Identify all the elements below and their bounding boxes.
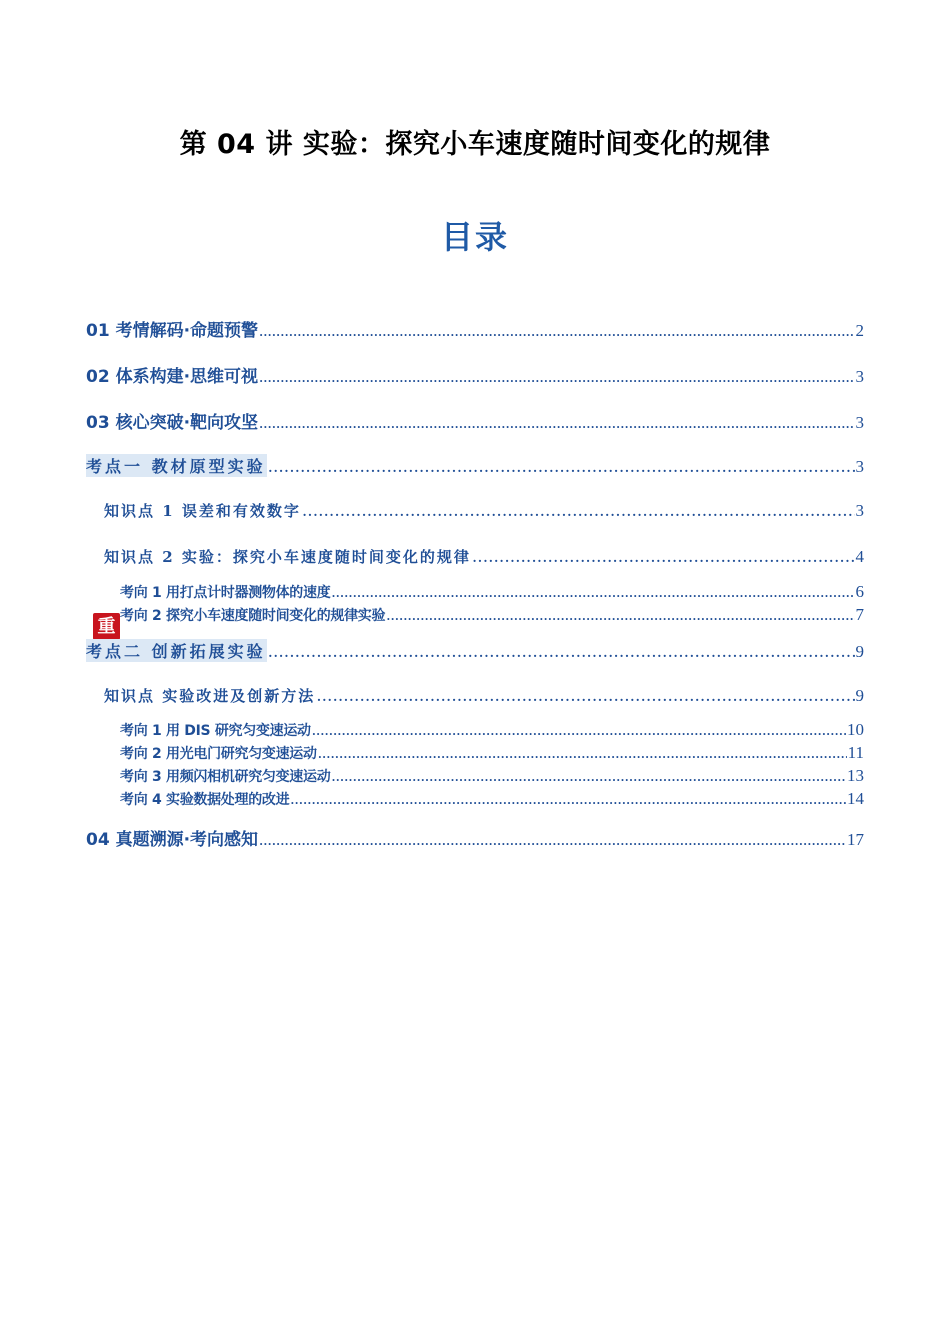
toc-item-kaodian-1[interactable]: [86, 454, 864, 478]
dot-leader: [259, 830, 846, 850]
toc-page-number: 17: [847, 830, 864, 849]
toc-item-core-breakthrough[interactable]: [86, 408, 864, 432]
toc-heading: 目录: [440, 218, 509, 256]
toc-page-number: 11: [847, 743, 864, 762]
toc-page-number: 10: [847, 720, 864, 739]
toc-item-label: 考向 2 用光电门研究匀变速运动: [120, 746, 317, 762]
toc-page-number: 13: [847, 766, 864, 785]
toc-item-label: 知识点 实验改进及创新方法: [104, 687, 316, 705]
toc-page-number: 6: [855, 582, 864, 601]
toc-item-knowledge-2[interactable]: [104, 546, 864, 570]
toc-item-knowledge-1[interactable]: [104, 500, 864, 524]
toc-page-number: 7: [855, 605, 864, 624]
toc-item-label: 考向 3 用频闪相机研究匀变速运动: [120, 769, 331, 785]
key-point-badge-icon: 重: [93, 613, 120, 640]
toc-item-label: 03 核心突破·靶向攻坚: [86, 413, 259, 433]
dot-leader: [386, 605, 854, 625]
toc-page-number: 3: [855, 367, 864, 386]
dot-leader: [268, 457, 855, 477]
toc-page-number: 4: [855, 547, 864, 566]
toc-item-real-exam[interactable]: [86, 825, 864, 849]
toc-item-kaoxiang-2-4[interactable]: [120, 789, 864, 811]
toc-item-kaoxiang-2-1[interactable]: [120, 720, 864, 742]
toc-item-kaoxiang-2-3[interactable]: [120, 766, 864, 788]
toc-item-kaoxiang-1-1[interactable]: [120, 582, 864, 604]
dot-leader: [302, 501, 855, 521]
dot-leader: [259, 321, 854, 341]
dot-leader: [472, 547, 855, 567]
dot-leader: [331, 582, 854, 602]
toc-item-label: 考点二 创新拓展实验: [86, 639, 267, 662]
toc-item-kaodian-2[interactable]: [86, 639, 864, 663]
toc-item-kaoxiang-1-2[interactable]: [120, 605, 864, 627]
dot-leader: [312, 720, 846, 740]
toc-page-number: 9: [855, 686, 864, 705]
dot-leader: [268, 642, 855, 662]
toc-item-label: 考点一 教材原型实验: [86, 454, 267, 477]
toc-page-number: 9: [855, 642, 864, 661]
toc-item-label: 考向 1 用打点计时器测物体的速度: [120, 585, 331, 601]
toc-item-label: 04 真题溯源·考向感知: [86, 830, 259, 850]
dot-leader: [290, 789, 846, 809]
toc-item-label: 01 考情解码·命题预警: [86, 321, 259, 341]
toc-page-number: 3: [855, 457, 864, 476]
dot-leader: [259, 367, 854, 387]
document-title: 第 04 讲 实验：探究小车速度随时间变化的规律: [179, 129, 771, 160]
toc-item-label: 考向 4 实验数据处理的改进: [120, 792, 290, 808]
dot-leader: [259, 413, 854, 433]
toc-item-label: 知识点 2 实验：探究小车速度随时间变化的规律: [104, 548, 471, 566]
toc-page-number: 2: [855, 321, 864, 340]
toc-item-system-construction[interactable]: [86, 362, 864, 386]
toc-page-number: 14: [847, 789, 864, 808]
toc-page-number: 3: [855, 501, 864, 520]
toc-item-knowledge-3[interactable]: [104, 685, 864, 709]
toc-item-exam-analysis[interactable]: [86, 316, 864, 340]
dot-leader: [318, 743, 847, 763]
toc-page-number: 3: [855, 413, 864, 432]
toc-item-label: 知识点 1 误差和有效数字: [104, 502, 301, 520]
toc-item-label: 考向 2 探究小车速度随时间变化的规律实验: [120, 608, 386, 624]
dot-leader: [331, 766, 846, 786]
dot-leader: [316, 686, 854, 706]
toc-item-label: 02 体系构建·思维可视: [86, 367, 259, 387]
toc-item-kaoxiang-2-2[interactable]: [120, 743, 864, 765]
toc-item-label: 考向 1 用 DIS 研究匀变速运动: [120, 723, 311, 739]
